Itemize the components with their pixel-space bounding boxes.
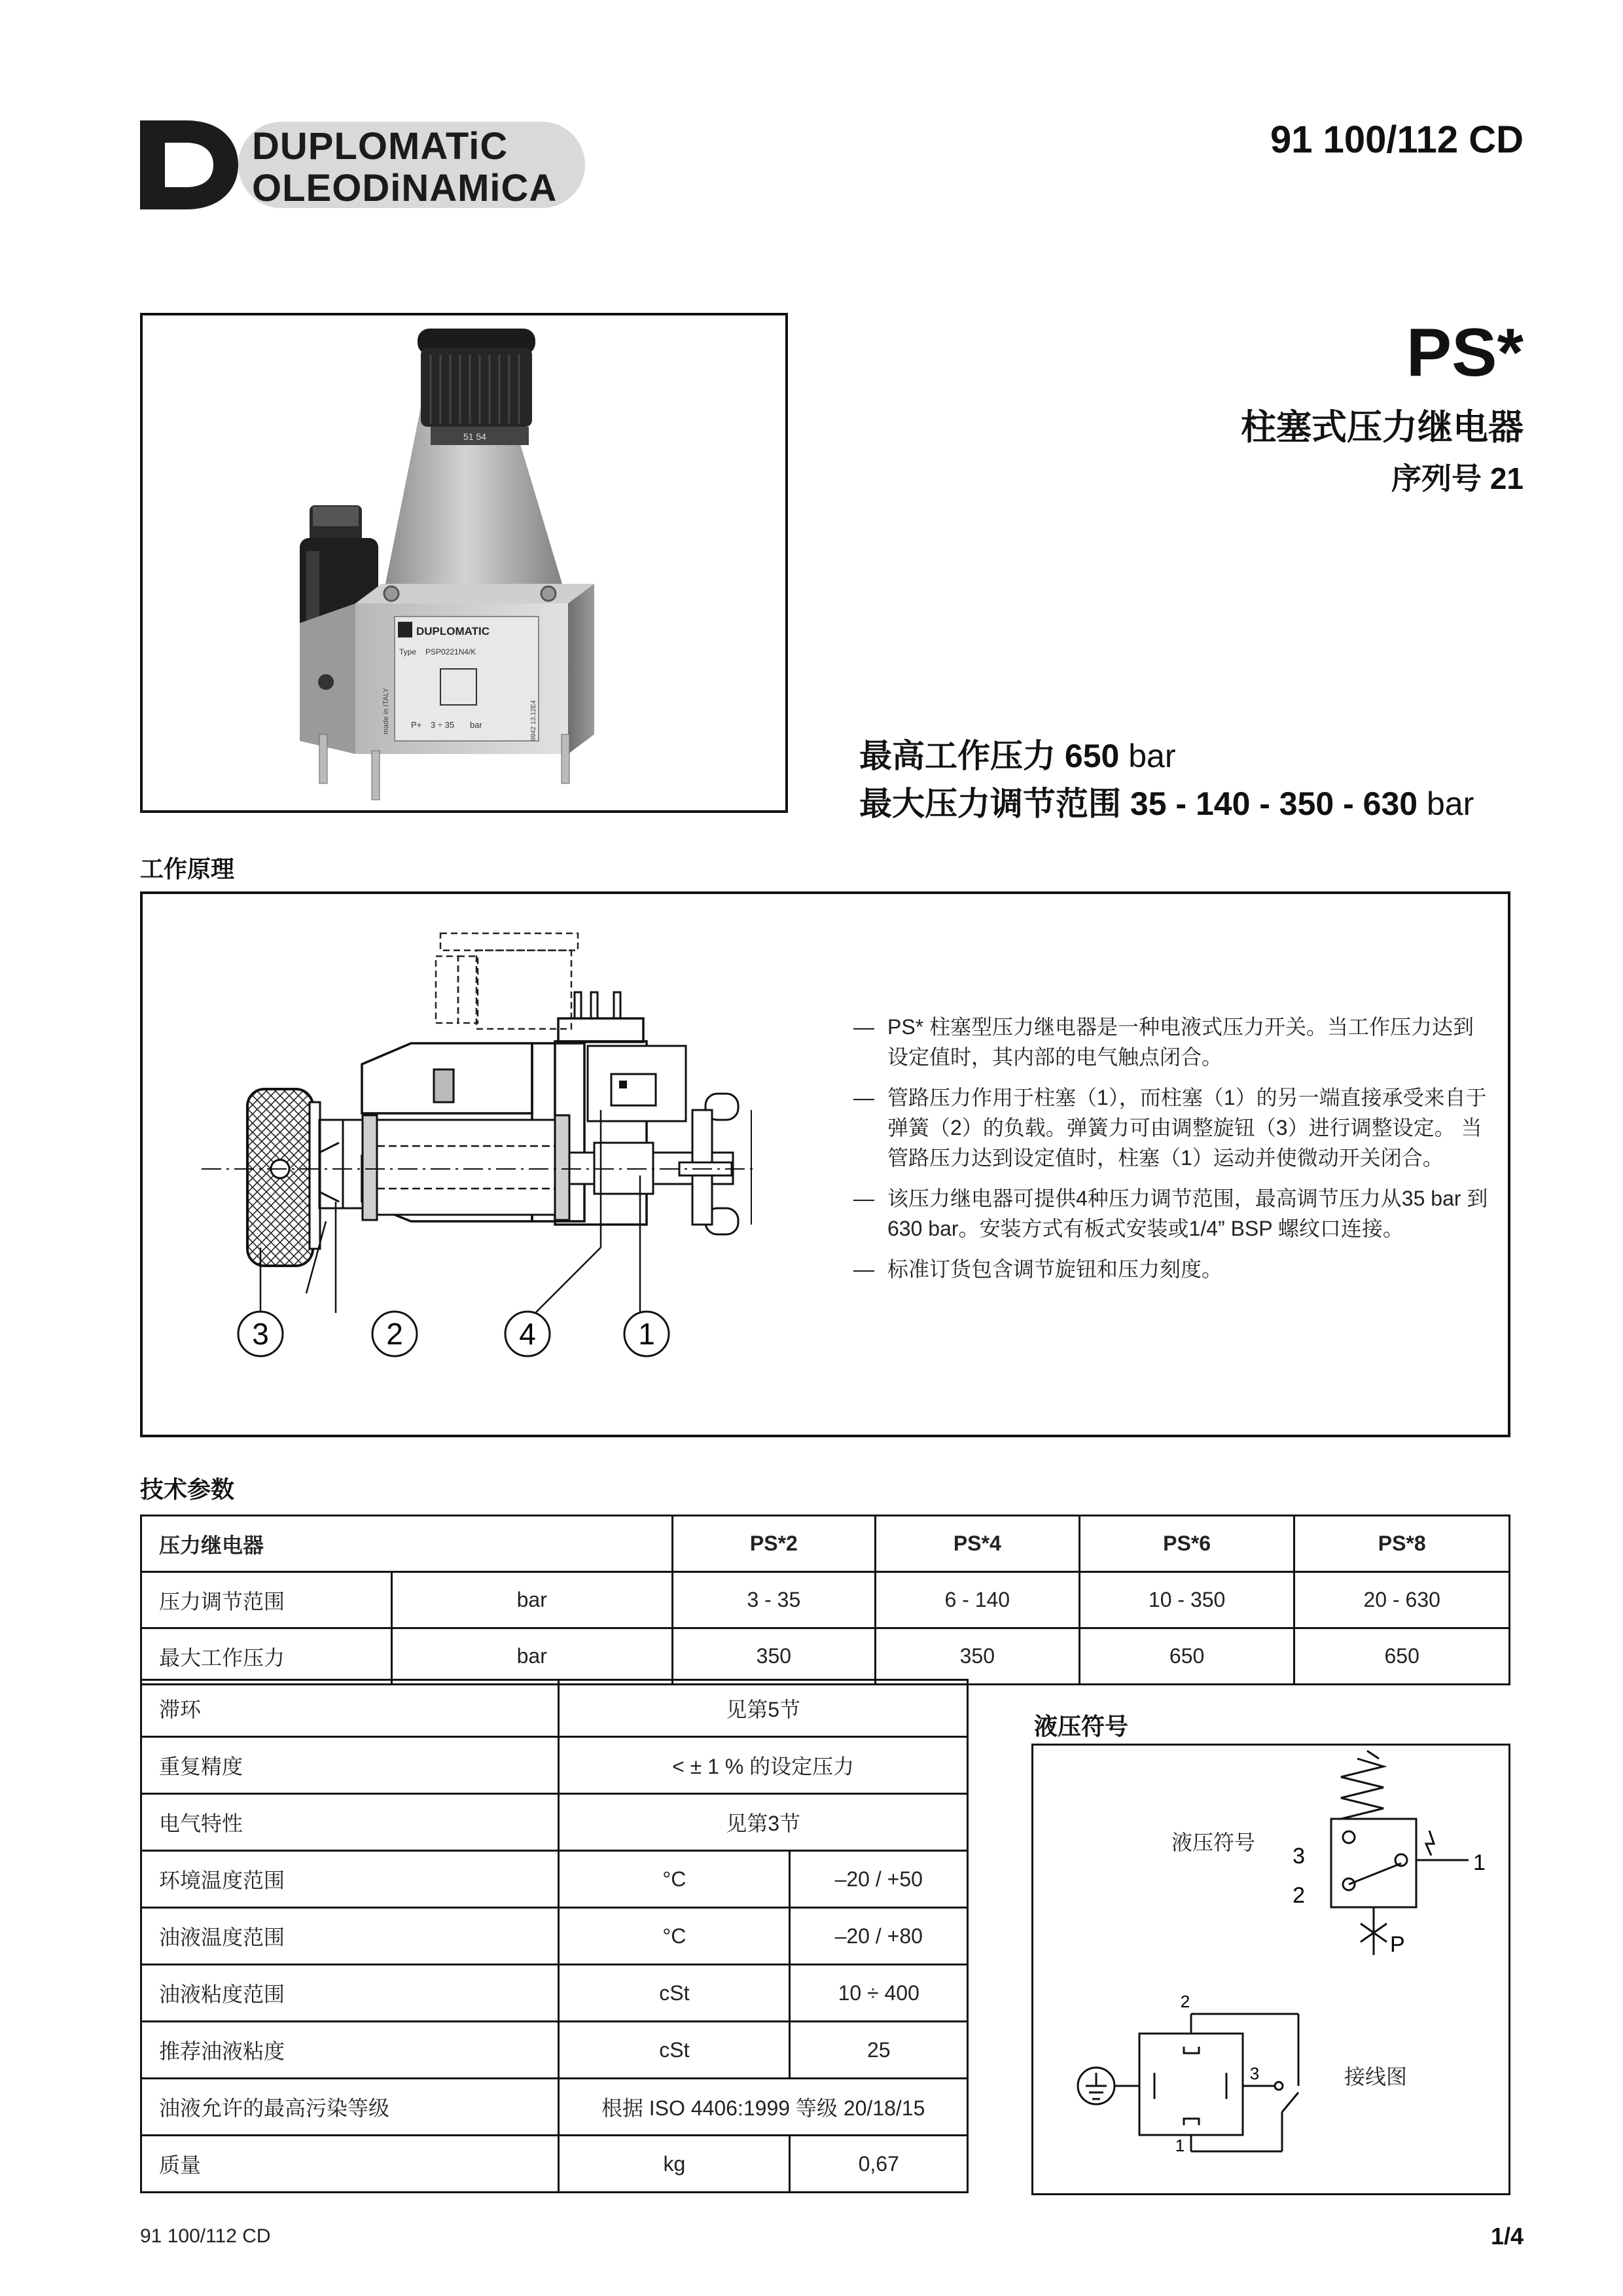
brand-line-2: OLEODiNAMiCA (252, 167, 558, 209)
tech-heading: 技术参数 (140, 1476, 235, 1503)
row-value: –20 / +80 (790, 1908, 968, 1965)
row-value: 10 - 350 (1079, 1572, 1294, 1628)
row-label: 最大工作压力 (141, 1628, 392, 1685)
table-row (141, 1794, 968, 1851)
product-code: PS* (1406, 315, 1524, 391)
model-spec-table (140, 1515, 1510, 1685)
table-row (141, 1908, 968, 1965)
row-value: 20 - 630 (1294, 1572, 1510, 1628)
row-value: 25 (790, 2022, 968, 2079)
table-row (141, 1572, 1510, 1628)
pin-3-label: 3 (1249, 2064, 1260, 2083)
row-value: 0,67 (790, 2136, 968, 2193)
row-unit: cSt (559, 2022, 790, 2079)
knob-scale: 51 54 (463, 431, 487, 442)
table-row (141, 1628, 1510, 1685)
pressure-switch-image (143, 315, 785, 810)
header-cell: PS*6 (1079, 1516, 1294, 1572)
port-2-label: 2 (1293, 1883, 1305, 1908)
row-unit: °C (559, 1851, 790, 1908)
row-value: 3 - 35 (672, 1572, 875, 1628)
table-header-row (141, 1516, 1510, 1572)
symbol-caption: 液压符号 (1171, 1831, 1256, 1854)
page-number: 1/4 (1490, 2223, 1524, 2250)
cross-section-diagram (143, 894, 797, 1411)
table-row (141, 1680, 968, 1737)
row-value: 10 ÷ 400 (790, 1965, 968, 2022)
footer-document-code: 91 100/112 CD (140, 2225, 271, 2247)
table-row (141, 1851, 968, 1908)
port-p-label: P (1390, 1932, 1405, 1957)
principle-description (853, 1012, 1495, 1295)
row-label: 油液允许的最高污染等级 (141, 2079, 559, 2136)
row-label: 压力调节范围 (141, 1572, 392, 1628)
row-unit: °C (559, 1908, 790, 1965)
callout-3: 3 (252, 1317, 269, 1351)
header-cell: 压力继电器 (141, 1516, 673, 1572)
nameplate-type: PSP0221N4/K (425, 647, 476, 656)
pin-2-label: 2 (1180, 1992, 1190, 2011)
nameplate-unit: bar (470, 720, 482, 730)
principle-item: — 标准订货包含调节旋钮和压力刻度。 (853, 1254, 1495, 1284)
general-spec-table (140, 1679, 969, 2193)
principle-item: — PS* 柱塞型压力继电器是一种电液式压力开关。当工作压力达到设定值时，其内部的电气触点闭合。 (853, 1012, 1495, 1072)
row-unit: kg (559, 2136, 790, 2193)
max-pressure-label: 最高工作压力 (859, 738, 1056, 774)
row-label: 推荐油液粘度 (141, 2022, 559, 2079)
row-value: 6 - 140 (875, 1572, 1079, 1628)
pin-1-label: 1 (1175, 2136, 1185, 2155)
hydraulic-symbol-diagram (1033, 1746, 1508, 2193)
pressure-range-unit: bar (1427, 785, 1474, 822)
pressure-range-line (859, 778, 1474, 825)
brand-name (252, 126, 557, 209)
callout-4: 4 (519, 1317, 536, 1351)
principle-heading: 工作原理 (140, 855, 235, 882)
row-value: 根据 ISO 4406:1999 等级 20/18/15 (559, 2079, 968, 2136)
pressure-range-value: 35 - 140 - 350 - 630 (1130, 785, 1418, 822)
row-unit: bar (391, 1572, 672, 1628)
made-in-mark: made in ITALY (382, 687, 390, 734)
wiring-caption: 接线图 (1344, 2065, 1408, 2089)
row-label: 油液温度范围 (141, 1908, 559, 1965)
row-label: 质量 (141, 2136, 559, 2193)
product-photo (140, 313, 788, 813)
row-value: 见第5节 (559, 1680, 968, 1737)
nameplate-range: 3 ÷ 35 (431, 720, 455, 730)
header-cell: PS*8 (1294, 1516, 1510, 1572)
brand-line-1: DUPLOMATiC (252, 125, 508, 168)
pressure-range-label: 最大压力调节范围 (859, 785, 1121, 822)
table-row (141, 2079, 968, 2136)
hydraulic-panel (1031, 1744, 1510, 2195)
table-row (141, 1737, 968, 1794)
row-value: 650 (1294, 1628, 1510, 1685)
max-pressure-unit: bar (1128, 738, 1176, 774)
nameplate-type-label: Type (399, 647, 417, 656)
nameplate-brand: DUPLOMATIC (416, 625, 490, 637)
row-value: –20 / +50 (790, 1851, 968, 1908)
row-unit: bar (391, 1628, 672, 1685)
port-1-label: 1 (1473, 1850, 1486, 1875)
row-value: 650 (1079, 1628, 1294, 1685)
header-cell: PS*4 (875, 1516, 1079, 1572)
document-code: 91 100/112 CD (1270, 118, 1524, 161)
row-value: 见第3节 (559, 1794, 968, 1851)
table-row (141, 2022, 968, 2079)
hydraulic-heading: 液压符号 (1034, 1713, 1129, 1740)
product-series (1391, 455, 1524, 498)
row-value: 350 (672, 1628, 875, 1685)
max-pressure-line (859, 730, 1176, 777)
row-value: < ± 1 % 的设定压力 (559, 1737, 968, 1794)
principle-item: — 管路压力作用于柱塞（1），而柱塞（1）的另一端直接承受来自于弹簧（2）的负载。弹簧力可由调整旋钮（3）进行调整设定。 当管路压力达到设定值时，柱塞（1）运动并使微动开关闭合。 (853, 1083, 1495, 1173)
max-pressure-value: 650 (1064, 738, 1120, 774)
row-unit: cSt (559, 1965, 790, 2022)
header-cell: PS*2 (672, 1516, 875, 1572)
port-3-label: 3 (1293, 1844, 1305, 1869)
series-number: 21 (1489, 461, 1524, 495)
callout-2: 2 (386, 1317, 403, 1351)
row-label: 滞环 (141, 1680, 559, 1737)
product-name: 柱塞式压力继电器 (1241, 408, 1524, 447)
callout-1: 1 (638, 1317, 655, 1351)
row-label: 电气特性 (141, 1794, 559, 1851)
principle-panel (140, 891, 1510, 1437)
row-value: 350 (875, 1628, 1079, 1685)
table-row (141, 1965, 968, 2022)
principle-item: — 该压力继电器可提供4种压力调节范围，最高调节压力从35 bar 到 630 bar。安装方式有板式安装或1/4” BSP 螺纹口连接。 (853, 1183, 1495, 1244)
row-label: 环境温度范围 (141, 1851, 559, 1908)
table-row (141, 2136, 968, 2193)
serial-mark: 9942 13.12E4 (530, 700, 537, 741)
row-label: 重复精度 (141, 1737, 559, 1794)
nameplate-range-prefix: P+ (411, 720, 422, 730)
row-label: 油液粘度范围 (141, 1965, 559, 2022)
series-label: 序列号 (1391, 461, 1482, 495)
